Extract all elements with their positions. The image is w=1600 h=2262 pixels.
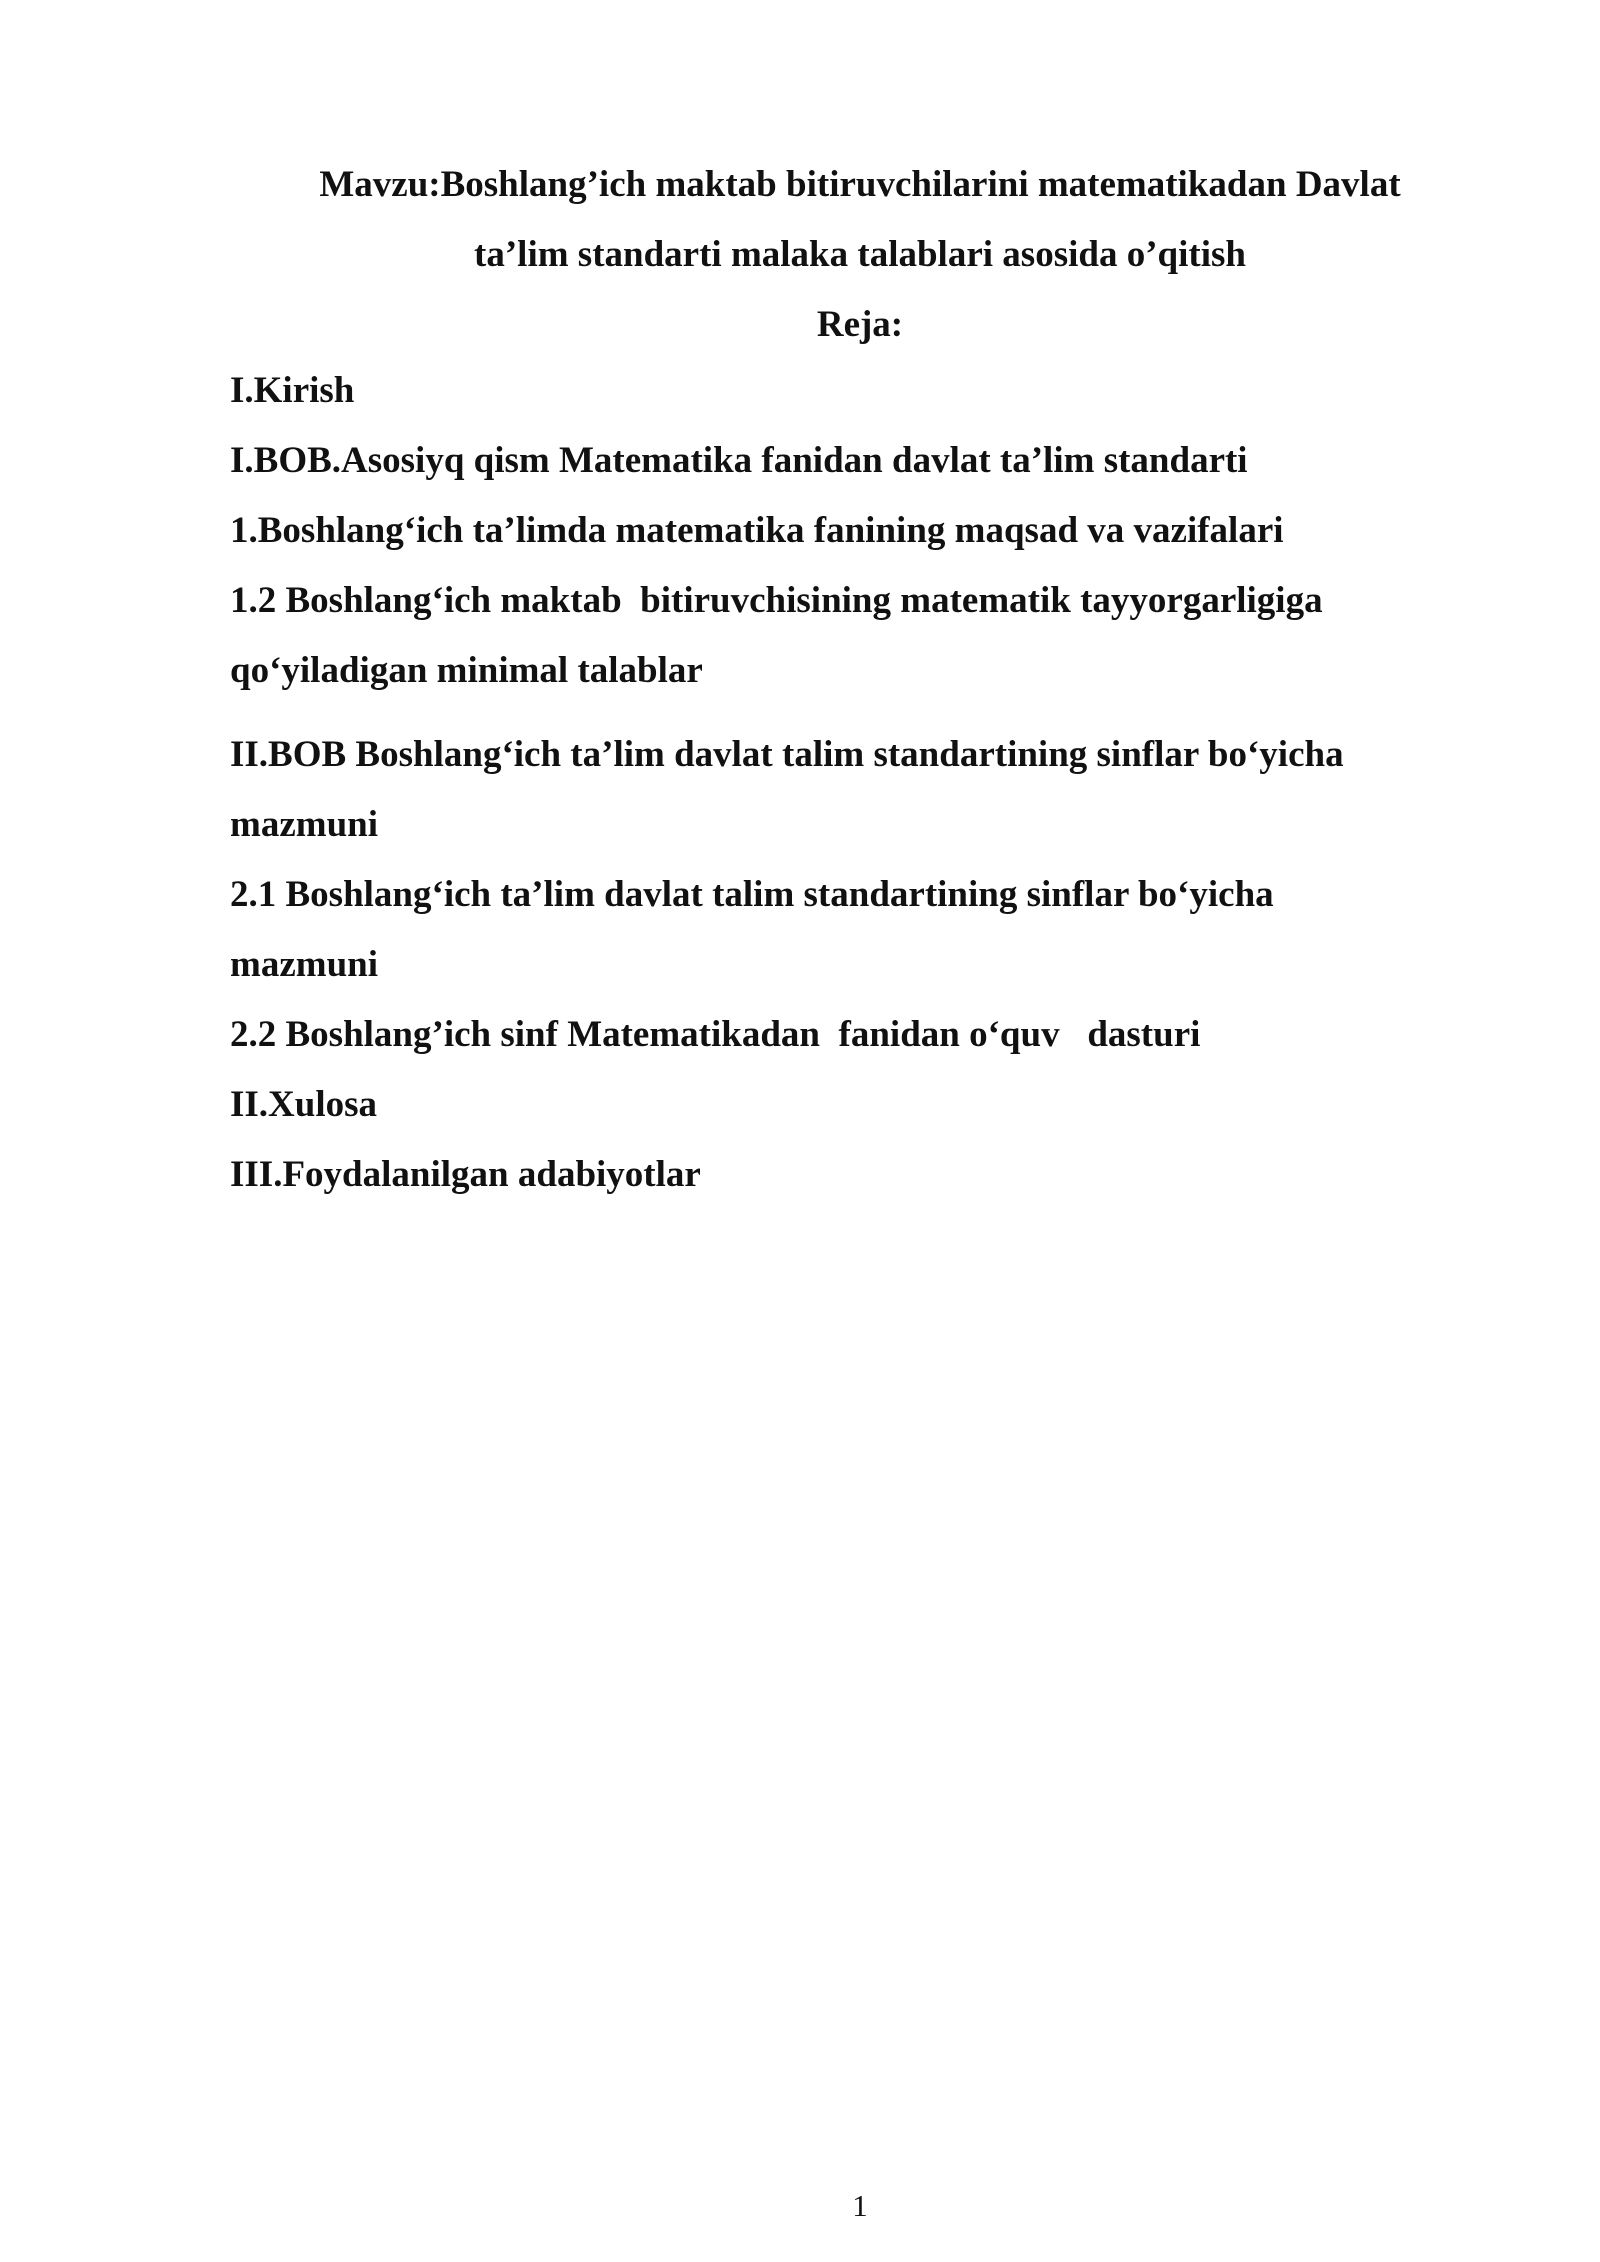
title-line-1: Mavzu:Boshlang’ich maktab bitiruvchilarini matematikadan Davlat — [319, 164, 1401, 205]
page-number: 1 — [852, 2188, 868, 2223]
document-title — [230, 150, 1490, 360]
toc-item-introduction: I.Kirish — [230, 370, 355, 411]
table-of-contents — [230, 356, 1490, 1210]
toc-item-chapter-2-cont: mazmuni — [230, 804, 378, 845]
toc-item-section-2-1: 2.1 Boshlang‘ich ta’lim davlat talim standartining sinflar bo‘yicha — [230, 874, 1274, 915]
toc-item-section-1-1: 1.Boshlang‘ich ta’limda matematika fanining maqsad va vazifalari — [230, 510, 1284, 551]
toc-item-references: III.Foydalanilgan adabiyotlar — [230, 1154, 701, 1195]
toc-item-chapter-2: II.BOB Boshlang‘ich ta’lim davlat talim standartining sinflar bo‘yicha — [230, 734, 1344, 775]
toc-item-section-1-2: 1.2 Boshlang‘ich maktab bitiruvchisining matematik tayyorgarligiga — [230, 580, 1323, 621]
plan-heading: Reja: — [816, 304, 904, 345]
toc-item-chapter-1: I.BOB.Asosiyq qism Matematika fanidan davlat ta’lim standarti — [230, 440, 1248, 481]
toc-item-section-2-1-cont: mazmuni — [230, 944, 378, 985]
toc-item-conclusion: II.Xulosa — [230, 1084, 378, 1125]
toc-item-section-2-2: 2.2 Boshlang’ich sinf Matematikadan fanidan o‘quv dasturi — [230, 1014, 1201, 1055]
toc-item-section-1-2-cont: qo‘yiladigan minimal talablar — [230, 650, 703, 691]
title-line-2: ta’lim standarti malaka talablari asosida o’qitish — [474, 234, 1246, 275]
